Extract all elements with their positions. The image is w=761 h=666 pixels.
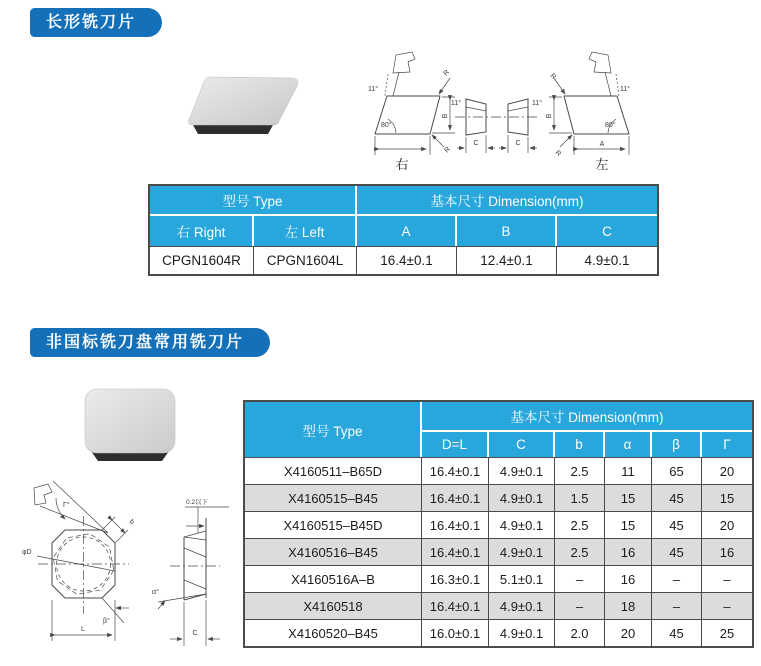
table-cell: X4160511–B65D bbox=[245, 457, 422, 484]
table-cell: 15 bbox=[702, 484, 752, 511]
table-cell: X4160518 bbox=[245, 592, 422, 619]
table-cell: 65 bbox=[652, 457, 702, 484]
table-row bbox=[245, 619, 752, 646]
table-cell: 4.9±0.1 bbox=[557, 246, 657, 274]
radius-label: R bbox=[443, 145, 452, 155]
long-insert-table bbox=[150, 186, 657, 274]
table-cell: – bbox=[555, 565, 605, 592]
angle-label: 80° bbox=[381, 122, 392, 129]
table-cell: 4.9±0.1 bbox=[489, 619, 555, 646]
table-cell: X4160516A–B bbox=[245, 565, 422, 592]
table-cell: 25 bbox=[702, 619, 752, 646]
col-header-d-l: D=L bbox=[422, 432, 489, 457]
table-row bbox=[245, 592, 752, 619]
octagon-insert-table-body bbox=[245, 457, 752, 646]
table-cell: 4.9±0.1 bbox=[489, 484, 555, 511]
table-cell: 5.1±0.1 bbox=[489, 565, 555, 592]
angle-label: 11° bbox=[368, 86, 379, 93]
table-cell: 45 bbox=[652, 619, 702, 646]
table-cell: 16.4±0.1 bbox=[422, 457, 489, 484]
table-cell: 16.4±0.1 bbox=[422, 538, 489, 565]
table-row bbox=[245, 565, 752, 592]
octagon-insert-table bbox=[245, 402, 752, 646]
table-row bbox=[245, 538, 752, 565]
dim-c-label: C bbox=[473, 140, 479, 147]
col-header-beta: β bbox=[652, 432, 702, 457]
table-cell: – bbox=[702, 592, 752, 619]
col-header-dimension: 基本尺寸 Dimension(mm) bbox=[422, 402, 752, 432]
angle-label: 11° bbox=[532, 100, 543, 107]
table-cell: – bbox=[555, 592, 605, 619]
table-cell: X4160520–B45 bbox=[245, 619, 422, 646]
right-hand-label: 右 bbox=[395, 157, 409, 172]
table-cell: CPGN1604L bbox=[254, 246, 357, 274]
angle-label: 11° bbox=[620, 86, 631, 93]
table-cell: 16.4±0.1 bbox=[422, 511, 489, 538]
table-cell: 20 bbox=[702, 457, 752, 484]
radius-label: R bbox=[548, 72, 558, 81]
table-cell: 4.9±0.1 bbox=[489, 538, 555, 565]
table-cell: 16 bbox=[702, 538, 752, 565]
tolerance-label: 0.2以下 bbox=[186, 499, 209, 506]
table-cell: 1.5 bbox=[555, 484, 605, 511]
col-header-gamma: Γ bbox=[702, 432, 752, 457]
table-cell: 2.5 bbox=[555, 538, 605, 565]
angle-beta-label: β° bbox=[103, 618, 110, 625]
angle-alpha-label: α° bbox=[152, 589, 159, 596]
insert-body bbox=[189, 77, 298, 125]
table-cell: 12.4±0.1 bbox=[457, 246, 557, 274]
long-insert-photo bbox=[182, 70, 307, 145]
table-cell: 4.9±0.1 bbox=[489, 457, 555, 484]
table-cell: 2.0 bbox=[555, 619, 605, 646]
dim-b-label: B bbox=[546, 113, 553, 119]
table-cell: 45 bbox=[652, 511, 702, 538]
angle-label: 11° bbox=[450, 100, 461, 107]
table-cell: 2.5 bbox=[555, 511, 605, 538]
table-cell: 16.0±0.1 bbox=[422, 619, 489, 646]
col-header-a: A bbox=[357, 216, 457, 246]
table-cell: X4160516–B45 bbox=[245, 538, 422, 565]
dim-a-label: A bbox=[599, 141, 605, 148]
long-insert-table-frame bbox=[148, 184, 659, 276]
long-insert-technical-drawing bbox=[362, 45, 642, 175]
insert-base bbox=[193, 125, 273, 134]
dim-phi-d-label: φD bbox=[22, 549, 32, 556]
octagon-insert-technical-drawing bbox=[8, 478, 238, 663]
col-header-left: 左 Left bbox=[254, 216, 357, 246]
table-cell: 16.4±0.1 bbox=[422, 592, 489, 619]
col-header-c: C bbox=[557, 216, 657, 246]
table-cell: 11 bbox=[605, 457, 652, 484]
table-cell: 4.9±0.1 bbox=[489, 511, 555, 538]
dim-c-label: C bbox=[515, 140, 521, 147]
table-cell: X4160515–B45D bbox=[245, 511, 422, 538]
table-cell: – bbox=[652, 565, 702, 592]
table-cell: 16 bbox=[605, 565, 652, 592]
table-cell: 16.4±0.1 bbox=[422, 484, 489, 511]
table-cell: – bbox=[652, 592, 702, 619]
table-row bbox=[245, 484, 752, 511]
radius-label: R bbox=[442, 68, 451, 78]
dim-b-label: B bbox=[442, 113, 449, 119]
table-cell: 4.9±0.1 bbox=[489, 592, 555, 619]
dim-b-label: b bbox=[127, 518, 136, 527]
long-insert-table-body bbox=[150, 246, 657, 274]
table-cell: 20 bbox=[605, 619, 652, 646]
table-cell: 15 bbox=[605, 484, 652, 511]
table-row bbox=[245, 511, 752, 538]
table-cell: CPGN1604R bbox=[150, 246, 254, 274]
angle-gamma-label: Γ° bbox=[63, 502, 70, 509]
table-cell: 16 bbox=[605, 538, 652, 565]
col-header-b: b bbox=[555, 432, 605, 457]
col-header-type: 型号 Type bbox=[150, 186, 357, 216]
octagon-insert-photo bbox=[60, 385, 220, 470]
table-cell: 15 bbox=[605, 511, 652, 538]
table-cell: 45 bbox=[652, 538, 702, 565]
octagon-insert-table-frame bbox=[243, 400, 754, 648]
table-cell: 16.3±0.1 bbox=[422, 565, 489, 592]
left-hand-label: 左 bbox=[595, 157, 609, 172]
col-header-b: B bbox=[457, 216, 557, 246]
col-header-alpha: α bbox=[605, 432, 652, 457]
insert-body bbox=[85, 389, 175, 453]
table-row bbox=[245, 457, 752, 484]
col-header-c: C bbox=[489, 432, 555, 457]
dim-c-label: C bbox=[192, 630, 198, 637]
radius-label: R bbox=[553, 149, 563, 158]
dim-l-label: L bbox=[81, 626, 85, 633]
col-header-type: 型号 Type bbox=[245, 402, 422, 457]
col-header-right: 右 Right bbox=[150, 216, 254, 246]
table-cell: X4160515–B45 bbox=[245, 484, 422, 511]
table-cell: 16.4±0.1 bbox=[357, 246, 457, 274]
table-cell: 18 bbox=[605, 592, 652, 619]
table-cell: – bbox=[702, 565, 752, 592]
table-cell: 20 bbox=[702, 511, 752, 538]
table-row bbox=[150, 246, 657, 274]
table-cell: 45 bbox=[652, 484, 702, 511]
table-cell: 2.5 bbox=[555, 457, 605, 484]
col-header-dimension: 基本尺寸 Dimension(mm) bbox=[357, 186, 657, 216]
section1-title-banner: 长形铣刀片 bbox=[30, 8, 162, 37]
section2-title-banner: 非国标铣刀盘常用铣刀片 bbox=[30, 328, 270, 357]
angle-label: 80° bbox=[605, 122, 616, 129]
